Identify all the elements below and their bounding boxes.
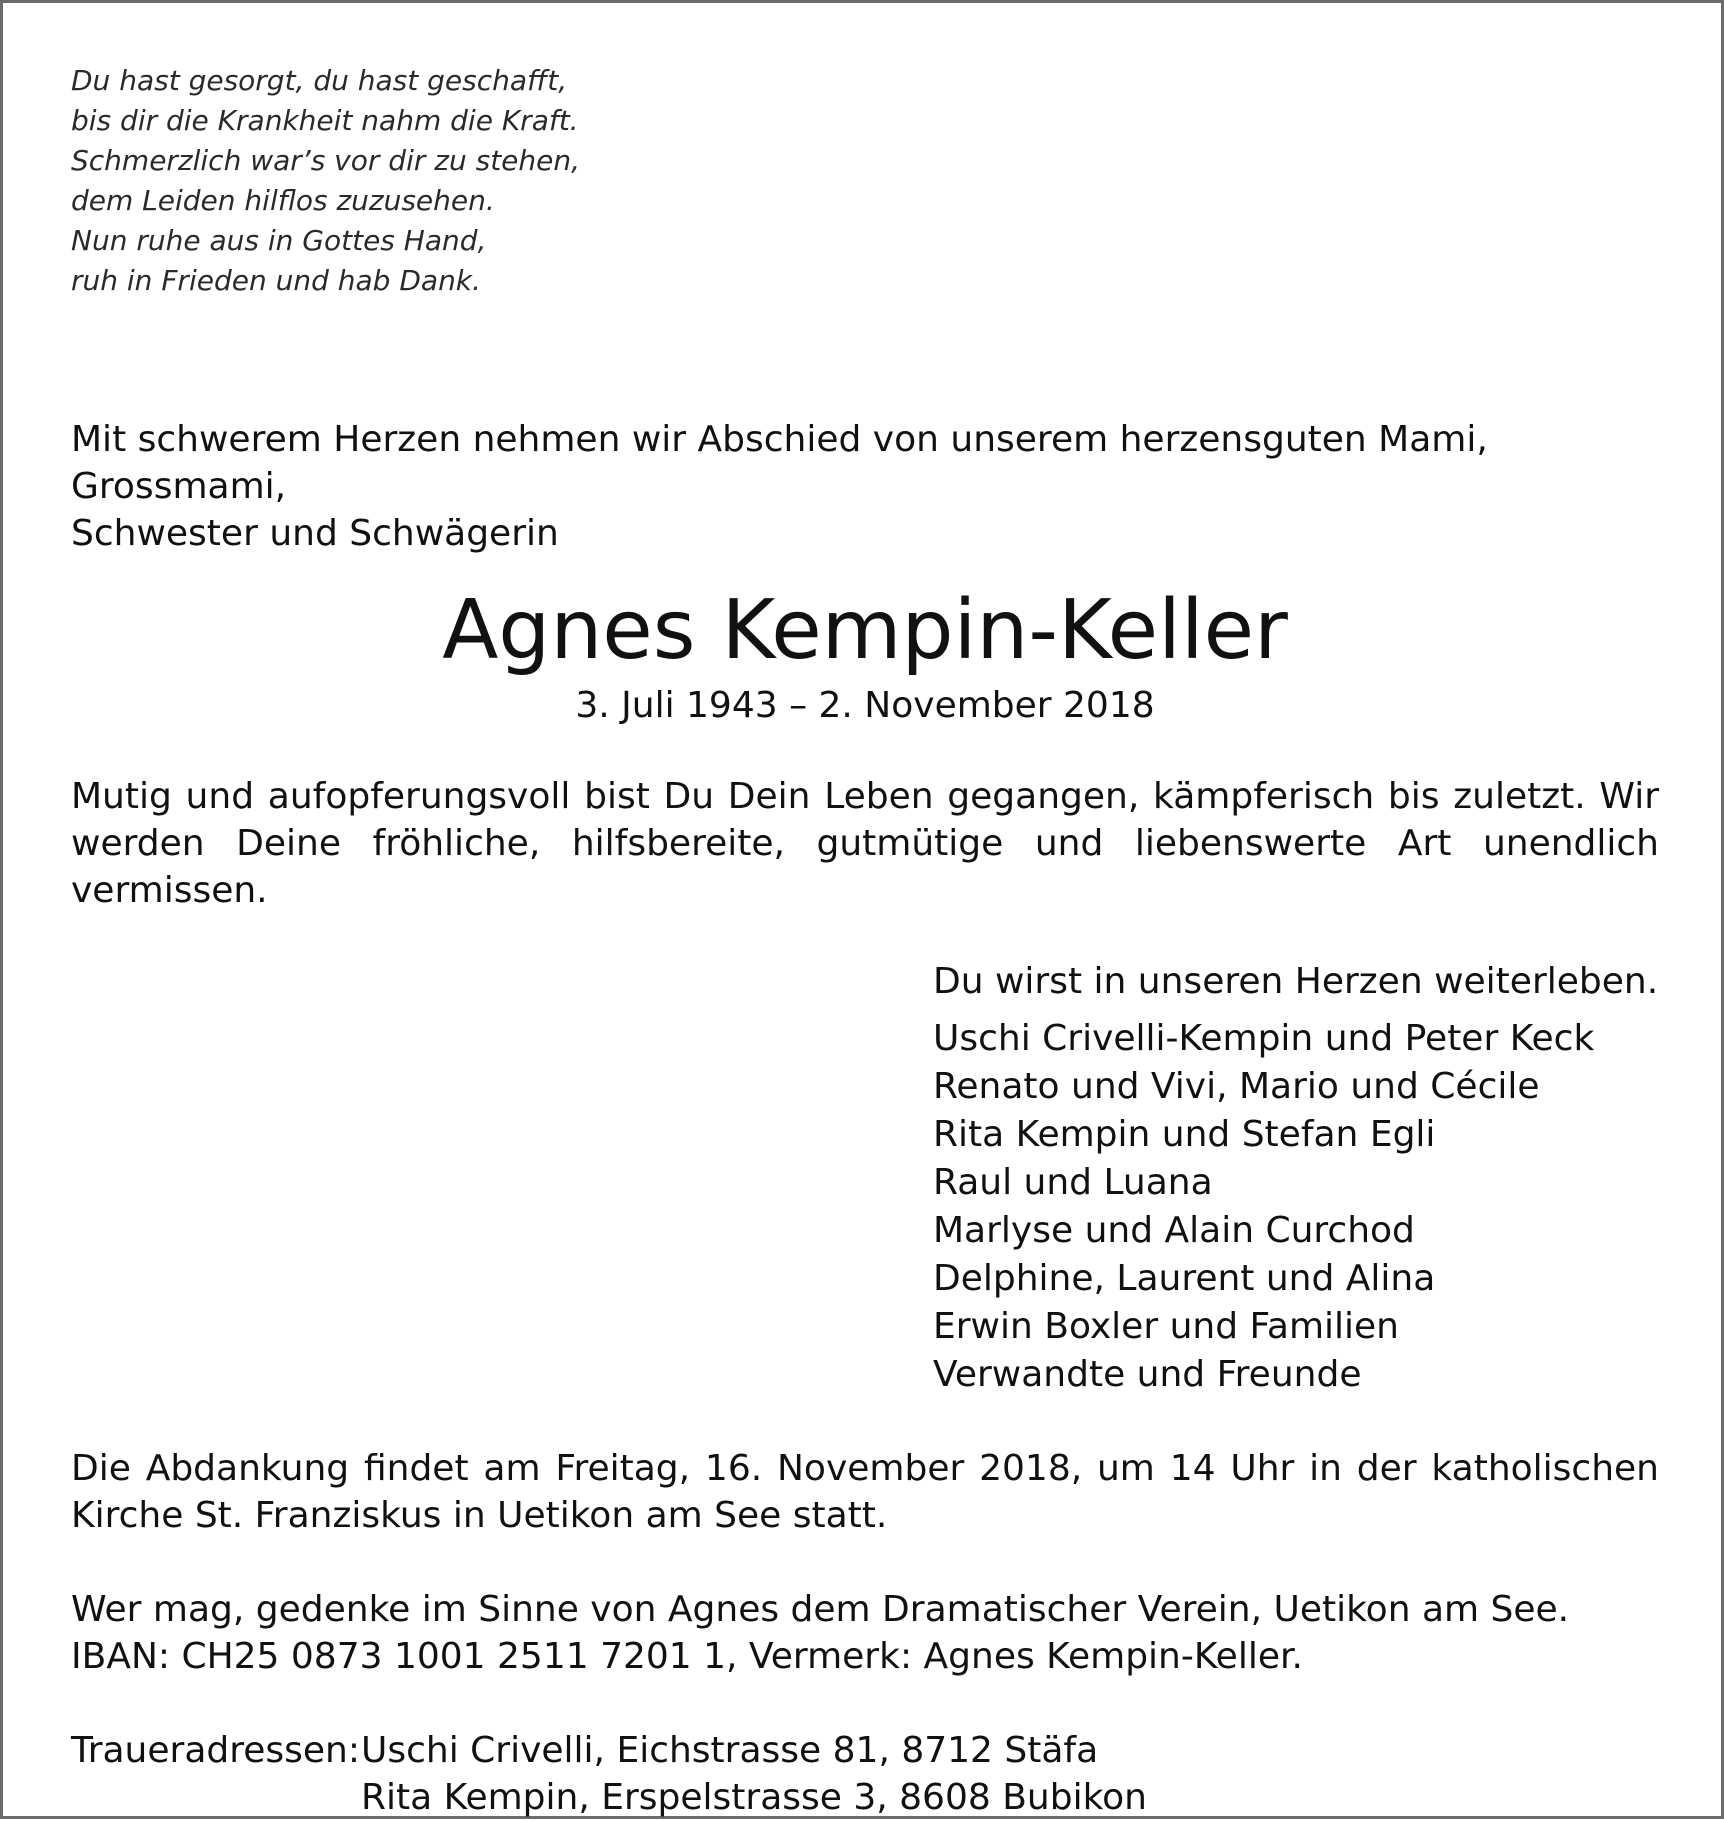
mourner-entry: Rita Kempin und Stefan Egli: [933, 1114, 1436, 1155]
addresses-label: Traueradressen:: [71, 1730, 361, 1771]
tribute-line: Mutig und aufopferungsvoll bist Du Dein Leben gegangen, kämpferisch bis zuletzt. Wir: [71, 776, 1659, 817]
tribute-line: werden Deine fröhliche, hilfsbereite, gutmütige und liebenswerte Art unendlich vermissen.: [71, 823, 1659, 911]
donation-info: [71, 1586, 1659, 1680]
address-line: Rita Kempin, Erspelstrasse 3, 8608 Bubikon: [361, 1777, 1147, 1818]
poem-line: Schmerzlich war’s vor dir zu stehen,: [71, 144, 581, 177]
poem-line: bis dir die Krankheit nahm die Kraft.: [71, 104, 579, 137]
tribute-text: [71, 773, 1659, 914]
life-dates: 3. Juli 1943 – 2. November 2018: [575, 685, 1155, 726]
mourner-entry: Renato und Vivi, Mario und Cécile: [933, 1066, 1540, 1107]
service-line: Kirche St. Franziskus in Uetikon am See statt.: [71, 1495, 888, 1536]
mourner-entry: Verwandte und Freunde: [933, 1354, 1362, 1395]
mourner-entry: Raul und Luana: [933, 1162, 1213, 1203]
mourner-entry: Delphine, Laurent und Alina: [933, 1258, 1436, 1299]
poem-line: Nun ruhe aus in Gottes Hand,: [71, 224, 487, 257]
donation-line: IBAN: CH25 0873 1001 2511 7201 1, Vermerk: Agnes Kempin-Keller.: [71, 1636, 1303, 1677]
intro-text: [71, 416, 1659, 557]
obituary-content: [71, 61, 1659, 1821]
mourner-entry: Erwin Boxler und Familien: [933, 1306, 1399, 1347]
mourner-entry: Marlyse und Alain Curchod: [933, 1210, 1415, 1251]
signoff-text: Du wirst in unseren Herzen weiterleben.: [933, 961, 1659, 1002]
address-row: [71, 1774, 1659, 1821]
deceased-name: Agnes Kempin-Keller: [442, 583, 1288, 678]
donation-line: Wer mag, gedenke im Sinne von Agnes dem Dramatischer Verein, Uetikon am See.: [71, 1589, 1570, 1630]
poem-line: dem Leiden hilflos zuzusehen.: [71, 184, 495, 217]
addresses-label-spacer: [71, 1774, 361, 1821]
poem-line: Du hast gesorgt, du hast geschafft,: [71, 64, 568, 97]
memorial-poem: [71, 61, 1659, 301]
funeral-service-info: [71, 1445, 1659, 1539]
poem-line: ruh in Frieden und hab Dank.: [71, 264, 481, 297]
mourning-addresses: [71, 1727, 1659, 1821]
service-line: Die Abdankung findet am Freitag, 16. November 2018, um 14 Uhr in der katholischen: [71, 1448, 1659, 1489]
intro-line: Mit schwerem Herzen nehmen wir Abschied von unserem herzensguten Mami, Grossmami,: [71, 419, 1488, 507]
intro-line: Schwester und Schwägerin: [71, 513, 559, 554]
address-row: [71, 1727, 1659, 1774]
mourners-list: [933, 1015, 1659, 1399]
mourner-entry: Uschi Crivelli-Kempin und Peter Keck: [933, 1018, 1595, 1059]
address-line: Uschi Crivelli, Eichstrasse 81, 8712 Stäfa: [361, 1730, 1099, 1771]
